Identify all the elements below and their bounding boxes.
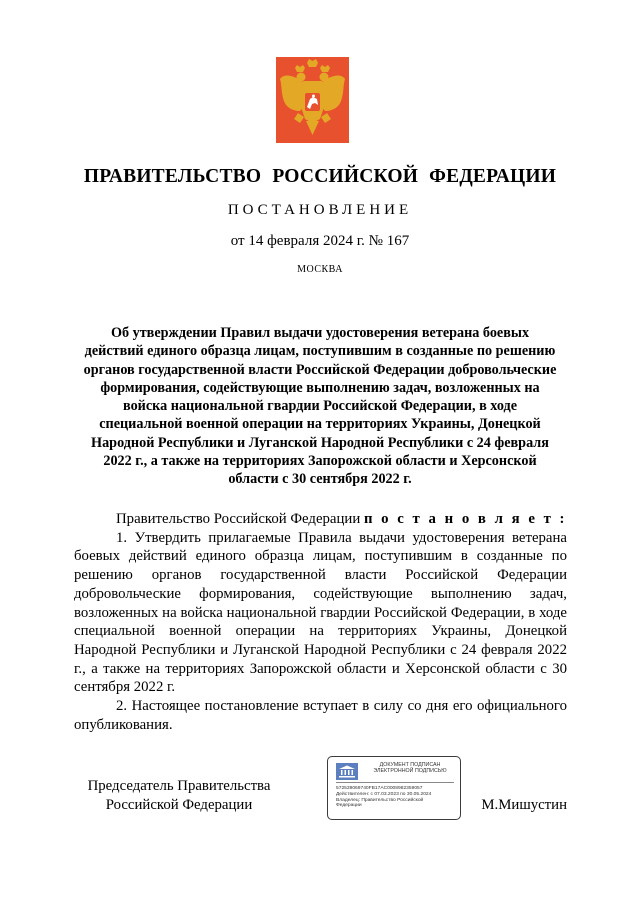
body-intro <box>74 510 567 529</box>
intro-text: Правительство Российской Федерации <box>116 511 361 527</box>
stamp-title-line1: ДОКУМЕНТ ПОДПИСАН <box>379 762 441 768</box>
stamp-divider <box>336 782 454 783</box>
stamp-title <box>362 762 458 774</box>
stamp-certificate: 572539069740FB17AC0008982359057 <box>336 786 423 791</box>
signer-name: М.Мишустин <box>481 797 567 813</box>
building-seal-icon <box>336 763 358 780</box>
stamp-title-line2: ЭЛЕКТРОННОЙ ПОДПИСЬЮ <box>373 768 447 775</box>
signer-position <box>74 777 284 815</box>
document-body <box>74 510 567 734</box>
signer-position-line1: Председатель Правительства <box>87 778 271 794</box>
government-title: ПРАВИТЕЛЬСТВО РОССИЙСКОЙ ФЕДЕРАЦИИ <box>83 166 557 187</box>
document-type: ПОСТАНОВЛЕНИЕ <box>227 202 413 218</box>
electronic-signature-stamp <box>327 756 461 820</box>
russian-coat-of-arms-icon <box>276 57 349 143</box>
body-item-1: 1. Утвердить прилагаемые Правила выдачи удостоверения ветерана боевых действий единого образца лицам, поступившим в созданные по решению органов государственной власти Российской Федерации добровольческие формирования, содействующие выполнению задач, возложенных на войска национальной гвардии Российской Федерации, в ходе специальной военной операции на территориях Украины, Донецкой Народной Республики и Луганской Народной Республики с 24 февраля 2022 г., а также на территориях Запорожской области и Херсонской области с 30 сентября 2022 г. <box>74 529 567 696</box>
stamp-validity: Действителен: с 07.03.2023 по 30.05.2024 <box>336 791 432 797</box>
document-subject: Об утверждении Правил выдачи удостоверения ветерана боевых действий единого образца лицам, поступившим в созданные по решению органов государственной власти Российской Федерации добровольческие формирования, содействующие выполнению задач, возложенных на войска национальной гвардии Российской Федерации, в ходе специальной военной операции на территориях Украины, Донецкой Народной Республики и Луганской Народной Республики с 24 февраля 2022 г., а также на территориях Запорожской области и Херсонской области с 30 сентября 2022 г. <box>83 325 557 488</box>
body-item-2: 2. Настоящее постановление вступает в силу со дня его официального опубликования. <box>74 698 567 733</box>
stamp-owner-line1: Владелец: Правительство Российской <box>336 797 424 803</box>
document-city: МОСКВА <box>297 264 343 275</box>
stamp-owner-line2: Федерации <box>336 803 362 809</box>
signer-position-line2: Российской Федерации <box>105 797 253 813</box>
stamp-details <box>336 786 458 809</box>
document-date-number: от 14 февраля 2024 г. № 167 <box>230 233 410 249</box>
resolves-word: п о с т а н о в л я е т : <box>363 511 567 527</box>
